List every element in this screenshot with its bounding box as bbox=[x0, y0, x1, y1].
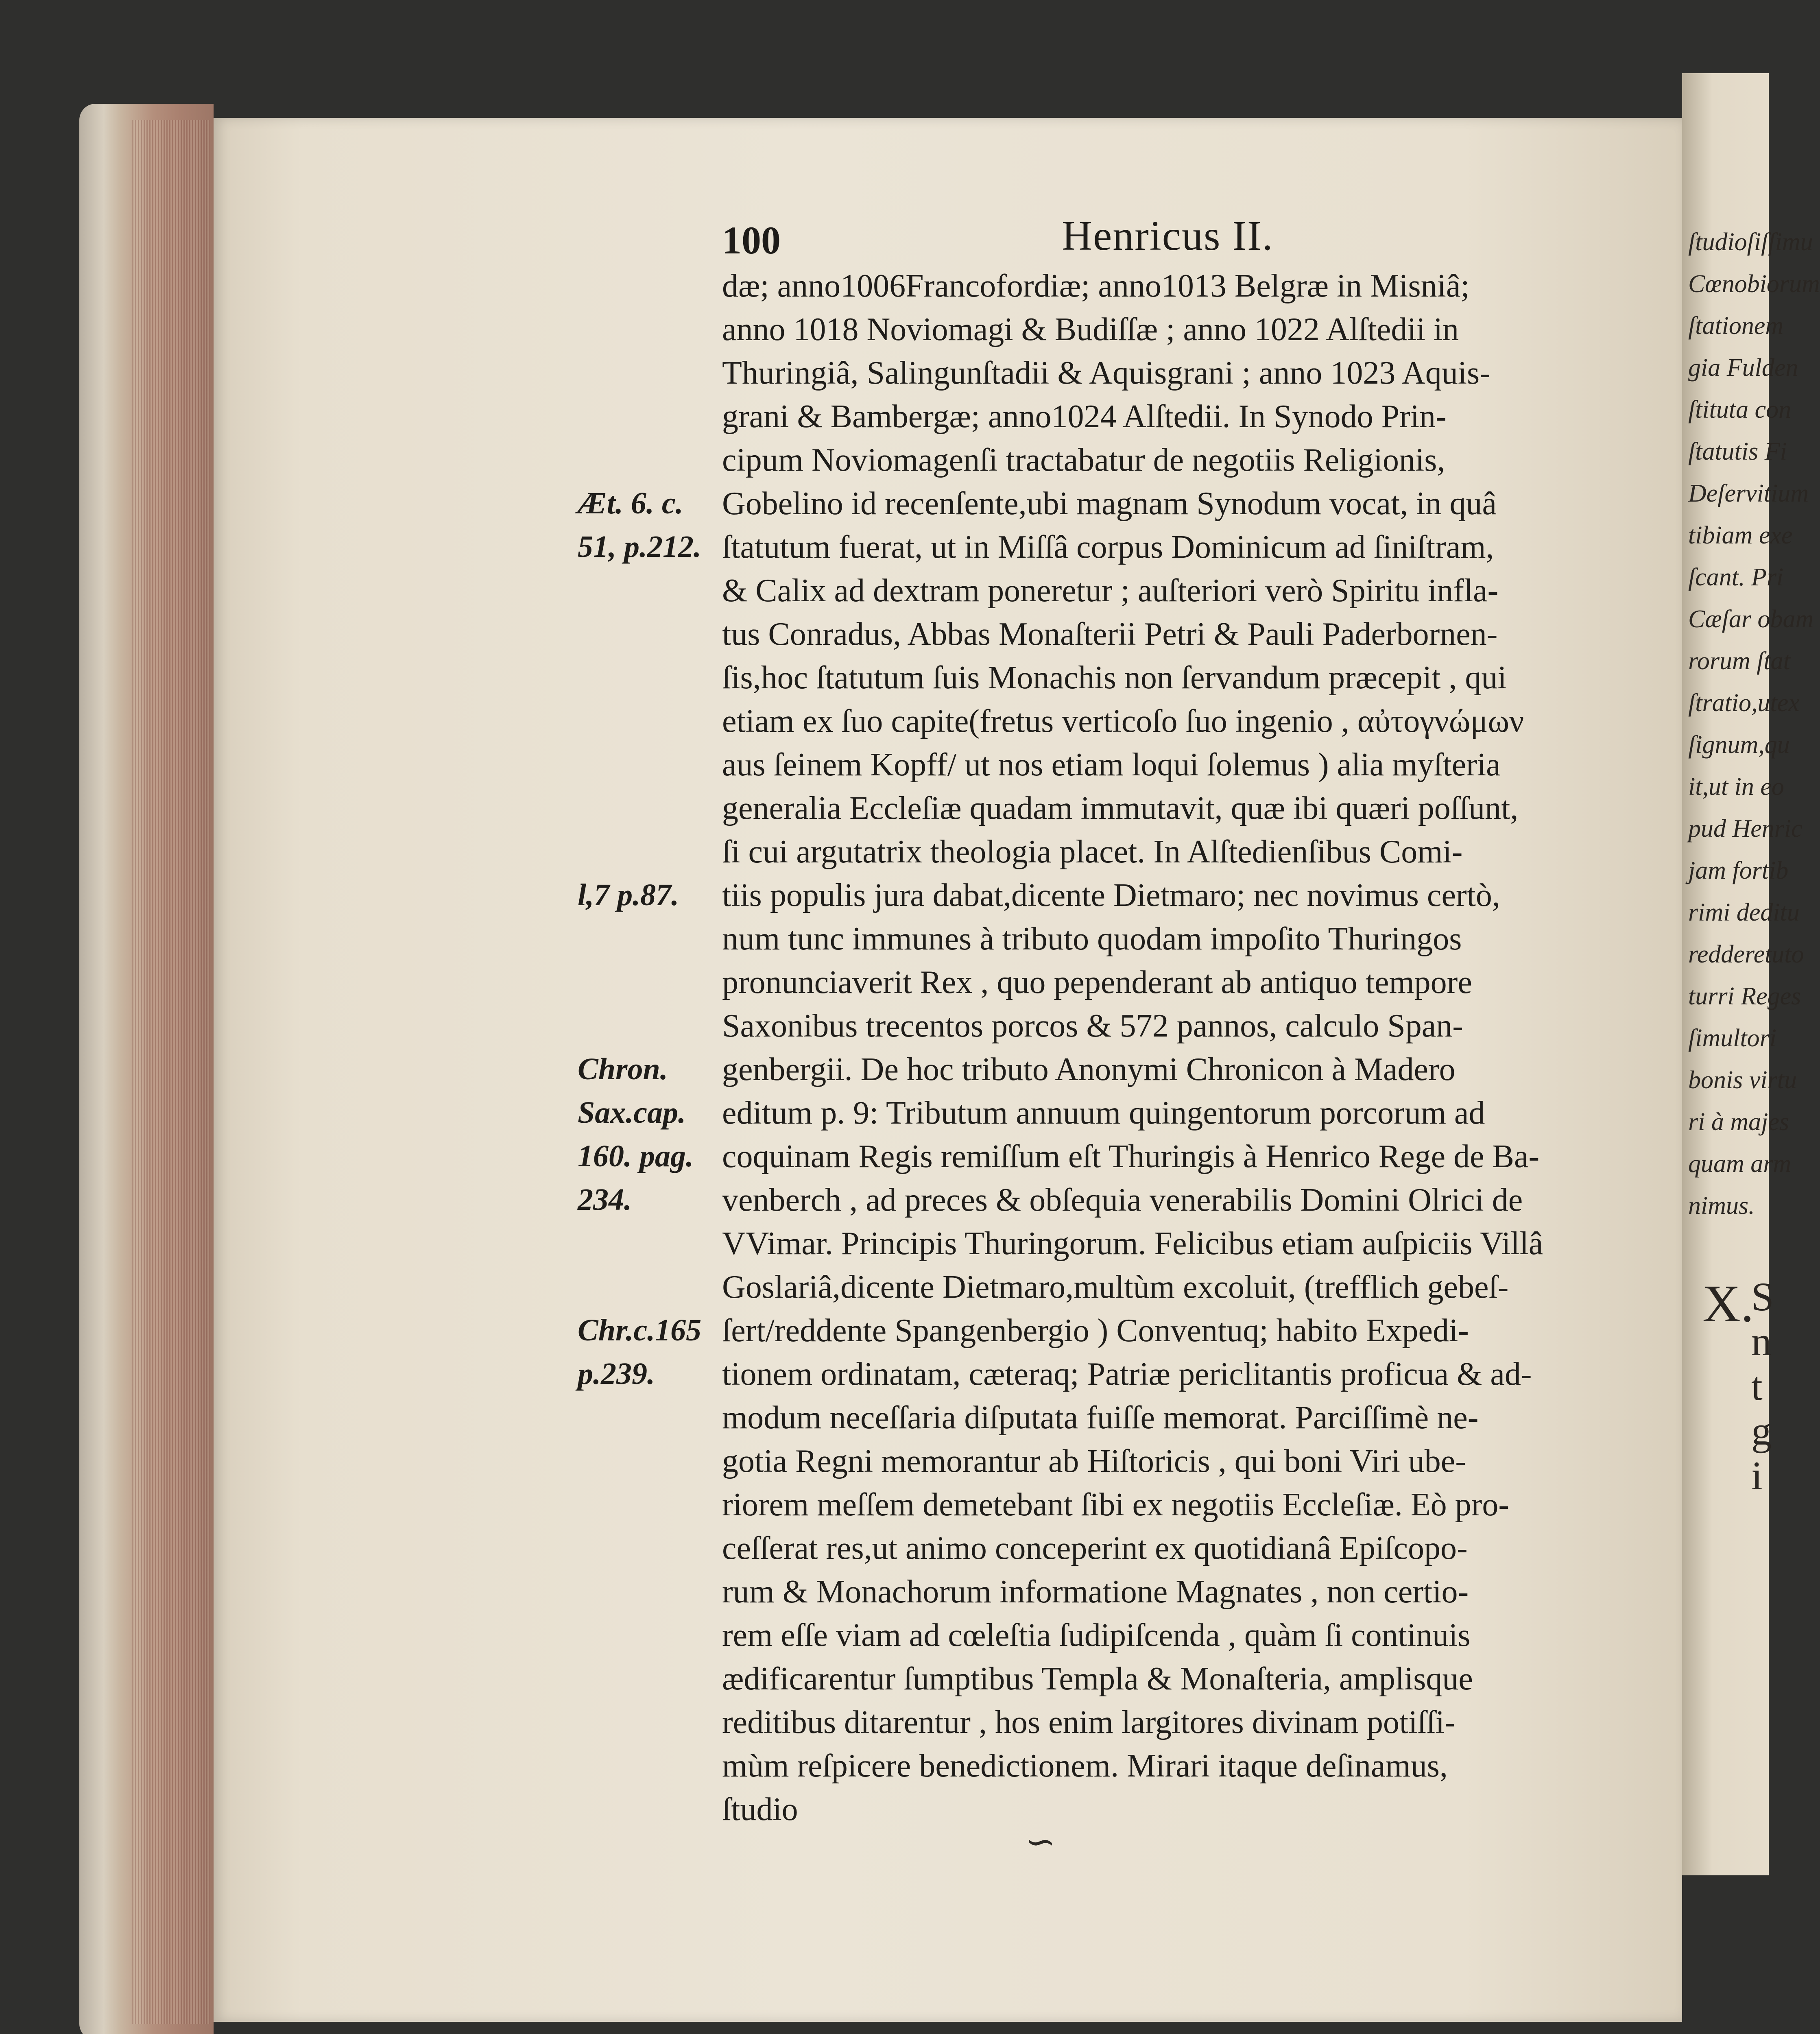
next-page-line: ſtatutis Fi bbox=[1688, 438, 1787, 465]
page-number: 100 bbox=[722, 218, 781, 262]
text-line: tus Conradus, Abbas Monaſterii Petri & Pauli Paderbornen- bbox=[722, 616, 1498, 652]
next-page-line: jam fortib bbox=[1688, 857, 1789, 884]
text-line: ſtudio bbox=[722, 1792, 798, 1827]
text-line: ceſſerat res,ut animo conceperint ex quotidianâ Epiſcopo- bbox=[722, 1530, 1468, 1566]
text-line: reditibus ditarentur , hos enim largitores divinam potiſſi- bbox=[722, 1704, 1456, 1740]
next-page-line: rorum ſtat bbox=[1688, 647, 1790, 675]
next-page-line: Deſervitium bbox=[1688, 480, 1809, 507]
next-page-line: Cæſar obam bbox=[1688, 605, 1814, 633]
text-line: mùm reſpicere benedictionem. Mirari itaque deſinamus, bbox=[722, 1748, 1448, 1784]
text-line: dæ; anno1006Francofordiæ; anno1013 Belgræ in Misniâ; bbox=[722, 268, 1470, 304]
text-line: tiis populis jura dabat,dicente Dietmaro; nec novimus certò, bbox=[722, 877, 1500, 913]
text-line: modum neceſſaria diſputata fuiſſe memorat. Parciſſimè ne- bbox=[722, 1400, 1479, 1436]
margin-note: 234. bbox=[578, 1183, 632, 1217]
text-line: editum p. 9: Tributum annuum quingentorum porcorum ad bbox=[722, 1095, 1485, 1131]
text-line: aus ſeinem Kopff/ ut nos etiam loqui ſolemus ) alia myſteria bbox=[722, 747, 1501, 783]
text-line: etiam ex ſuo capite(fretus verticoſo ſuo ingenio , αὐτογνώμων bbox=[722, 703, 1524, 739]
next-page-line: ſignum,qu bbox=[1688, 731, 1790, 759]
next-page-section-numeral: X. bbox=[1702, 1275, 1754, 1333]
next-page-section-letter: g bbox=[1751, 1408, 1772, 1453]
text-line: generalia Eccleſiæ quadam immutavit, quæ ibi quæri poſſunt, bbox=[722, 790, 1519, 826]
running-head: Henricus II. bbox=[1062, 212, 1274, 259]
margin-note: Chron. bbox=[578, 1052, 668, 1086]
next-page-line: ſtationem bbox=[1688, 312, 1784, 340]
next-page-line: turri Reges bbox=[1688, 982, 1801, 1010]
next-page-line: it,ut in eo bbox=[1688, 773, 1784, 801]
margin-note: Æt. 6. c. bbox=[578, 486, 683, 520]
text-line: ædificarentur ſumptibus Templa & Monaſteria, amplisque bbox=[722, 1661, 1473, 1697]
text-line: & Calix ad dextram poneretur ; auſteriori verò Spiritu infla- bbox=[722, 573, 1499, 609]
next-page-line: ſtudioſiſſimu bbox=[1688, 228, 1813, 256]
text-line: venberch , ad preces & obſequia venerabilis Domini Olrici de bbox=[722, 1182, 1523, 1218]
main-text-block bbox=[722, 264, 1617, 1831]
next-page-line: gia Fulden bbox=[1688, 354, 1798, 382]
text-line: ſis,hoc ſtatutum ſuis Monachis non ſervandum præcepit , qui bbox=[722, 660, 1507, 696]
text-line: num tunc immunes à tributo quodam impoſito Thuringos bbox=[722, 921, 1462, 957]
text-line: Saxonibus trecentos porcos & 572 pannos, calculo Span- bbox=[722, 1008, 1463, 1044]
text-line: grani & Bambergæ; anno1024 Alſtedii. In Synodo Prin- bbox=[722, 399, 1447, 434]
next-page-line: ſtituta con bbox=[1688, 396, 1792, 423]
margin-note: 51, p.212. bbox=[578, 530, 701, 564]
text-line: Thuringiâ, Salingunſtadii & Aquisgrani ; anno 1023 Aquis- bbox=[722, 355, 1490, 391]
text-line: ſi cui argutatrix theologia placet. In Alſtedienſibus Comi- bbox=[722, 834, 1463, 870]
next-page-section-letter: t bbox=[1751, 1364, 1763, 1409]
next-page-line: ri à majes bbox=[1688, 1108, 1789, 1136]
next-page-line: ſimultori bbox=[1688, 1024, 1777, 1052]
next-page-section-letter: S bbox=[1751, 1274, 1774, 1319]
text-line: rum & Monachorum informatione Magnates , non certio- bbox=[722, 1574, 1469, 1610]
text-line: coquinam Regis remiſſum eſt Thuringis à Henrico Rege de Ba- bbox=[722, 1139, 1540, 1174]
next-page-section-letter: n bbox=[1751, 1319, 1772, 1364]
next-page-line: ſcant. Pri bbox=[1688, 563, 1784, 591]
next-page-line: quam arm bbox=[1688, 1150, 1792, 1178]
text-line: ſtatutum fuerat, ut in Miſſâ corpus Dominicum ad ſiniſtram, bbox=[722, 529, 1494, 565]
next-page-line: redderetuto bbox=[1688, 941, 1804, 968]
text-line: Gobelino id recenſente,ubi magnam Synodum vocat, in quâ bbox=[722, 486, 1497, 522]
text-line: ſert/reddente Spangenbergio ) Conventuq; habito Expedi- bbox=[722, 1313, 1469, 1349]
text-line: genbergii. De hoc tributo Anonymi Chronicon à Madero bbox=[722, 1052, 1456, 1087]
book-fore-edge bbox=[79, 104, 214, 2034]
next-page-line: rimi deditu bbox=[1688, 899, 1800, 926]
margin-note: p.239. bbox=[578, 1357, 655, 1391]
text-line: tionem ordinatam, cæteraq; Patriæ periclitantis proficua & ad- bbox=[722, 1356, 1532, 1392]
text-line: riorem meſſem demetebant ſibi ex negotiis Eccleſiæ. Eò pro- bbox=[722, 1487, 1509, 1523]
margin-note: Sax.cap. bbox=[578, 1096, 686, 1130]
text-line: pronunciaverit Rex , quo pependerant ab antiquo tempore bbox=[722, 965, 1472, 1000]
text-line: rem eſſe viam ad cœleſtia ſudipiſcenda , quàm ſi continuis bbox=[722, 1617, 1471, 1653]
next-page-line: bonis virtu bbox=[1688, 1066, 1797, 1094]
page-ornament: ∽ bbox=[1025, 1822, 1056, 1862]
next-page-line: ſtratio,utex bbox=[1688, 689, 1800, 717]
next-page-line: tibiam exe bbox=[1688, 522, 1793, 549]
margin-note: Chr.c.165 bbox=[578, 1313, 702, 1347]
margin-note: 160. pag. bbox=[578, 1139, 694, 1173]
margin-note: l,7 p.87. bbox=[578, 878, 679, 912]
text-line: anno 1018 Noviomagi & Budiſſæ ; anno 1022 Alſtedii in bbox=[722, 312, 1459, 347]
next-page-line: Cœnobiorum bbox=[1688, 270, 1820, 298]
next-page-section-letter: i bbox=[1751, 1453, 1763, 1498]
text-line: cipum Noviomagenſi tractabatur de negotiis Religionis, bbox=[722, 442, 1445, 478]
text-line: gotia Regni memorantur ab Hiſtoricis , qui boni Viri ube- bbox=[722, 1443, 1466, 1479]
right-page-edge bbox=[1682, 73, 1769, 1875]
next-page-line: nimus. bbox=[1688, 1192, 1755, 1220]
text-line: Goslariâ,dicente Dietmaro,multùm excoluit, (trefflich gebeſ- bbox=[722, 1269, 1509, 1305]
text-line: VVimar. Principis Thuringorum. Felicibus etiam auſpiciis Villâ bbox=[722, 1226, 1543, 1261]
next-page-line: pud Henric bbox=[1688, 815, 1803, 842]
